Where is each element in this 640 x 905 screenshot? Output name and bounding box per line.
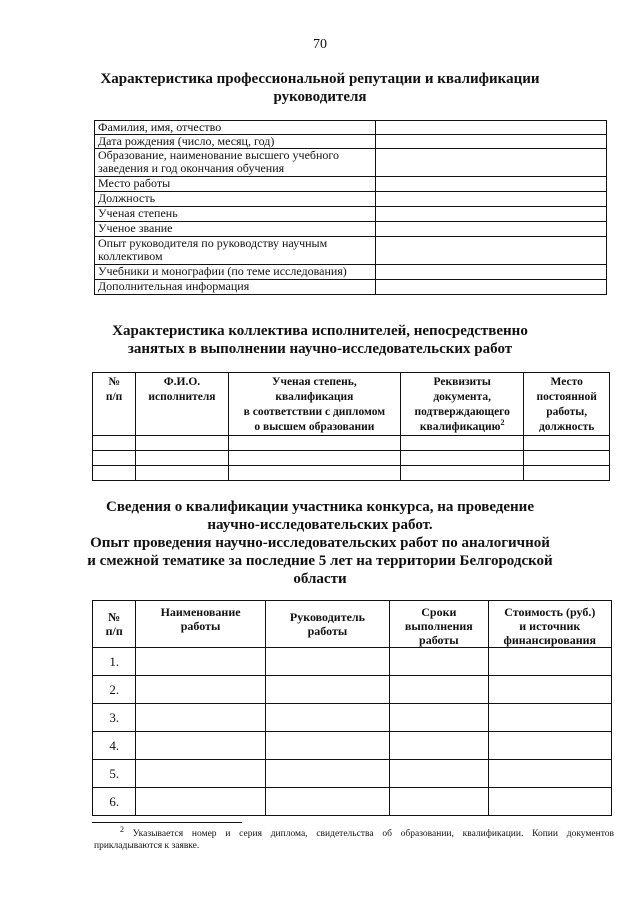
table-row [93, 676, 612, 704]
table-cell [390, 704, 488, 732]
header-line: Руководитель [289, 610, 365, 624]
header-line: выполнения [404, 619, 473, 633]
table-cell [136, 436, 229, 451]
table-row [95, 237, 607, 265]
table-cell [265, 788, 389, 816]
row-number: 5. [93, 760, 136, 788]
section1-title [40, 70, 600, 106]
table-cell [265, 648, 389, 676]
team-table [92, 372, 610, 481]
header-line: Ф.И.О. [163, 376, 201, 388]
table-cell [390, 648, 488, 676]
title-line: научно-исследовательских работ. [207, 517, 433, 533]
table-row [95, 265, 607, 280]
field-value [376, 121, 607, 135]
field-label: Учебники и монографии (по теме исследования) [95, 265, 376, 280]
header-line: № [108, 376, 120, 388]
table-row [93, 732, 612, 760]
footnote-divider [92, 822, 242, 823]
title-line: Сведения о квалификации участника конкурса, на проведение [106, 499, 534, 515]
table-cell [93, 466, 136, 481]
header-line: п/п [105, 624, 123, 638]
table-cell [136, 676, 265, 704]
header-line: о высшем образовании [254, 421, 375, 433]
page-number: 70 [313, 37, 327, 52]
field-label: Дополнительная информация [95, 280, 376, 295]
header-line: работы [180, 619, 221, 633]
title-line: и смежной тематике за последние 5 лет на территории Белгородской [87, 553, 553, 569]
header-line: Наименование [160, 605, 241, 619]
header-line-text: квалификацию [419, 421, 501, 433]
table-cell [488, 760, 611, 788]
table-row [93, 451, 610, 466]
table-cell [390, 732, 488, 760]
row-number: 3. [93, 704, 136, 732]
header-line: Сроки [421, 605, 457, 619]
field-label: Дата рождения (число, месяц, год) [95, 135, 376, 149]
header-line: квалификация [275, 391, 354, 403]
table-cell [265, 732, 389, 760]
header-line: Стоимость (руб.) [504, 605, 596, 619]
footnote-mark: 2 [120, 824, 124, 834]
table-cell [136, 704, 265, 732]
field-label: Ученое звание [95, 222, 376, 237]
field-label: Место работы [95, 177, 376, 192]
table-cell [400, 451, 523, 466]
column-header-name [136, 373, 229, 436]
field-value [376, 222, 607, 237]
table-cell [136, 760, 265, 788]
column-header-workplace [524, 373, 610, 436]
header-line: п/п [105, 391, 123, 403]
field-label: Должность [95, 192, 376, 207]
table-cell [228, 451, 400, 466]
table-row [95, 280, 607, 295]
row-number: 1. [93, 648, 136, 676]
title-line: занятых в выполнении научно-исследовательских работ [127, 341, 513, 357]
field-value [376, 177, 607, 192]
table-cell [524, 436, 610, 451]
field-label: Образование, наименование высшего учебного заведения и год окончания обучения [95, 149, 376, 177]
table-row [93, 704, 612, 732]
table-cell [400, 436, 523, 451]
header-line: исполнителя [148, 391, 216, 403]
field-label: Фамилия, имя, отчество [95, 121, 376, 135]
table-cell [488, 704, 611, 732]
header-line: и источник [519, 619, 581, 633]
column-header-document [400, 373, 523, 436]
footnote-text: Указывается номер и серия диплома, свидетельства об образовании, квалификации. Копии документов прикладываются к заявке. [94, 829, 614, 851]
table-row [95, 135, 607, 149]
field-value [376, 192, 607, 207]
table-cell [265, 704, 389, 732]
table-row [95, 177, 607, 192]
header-line: работы [307, 624, 348, 638]
row-number: 4. [93, 732, 136, 760]
header-line: должность [538, 421, 595, 433]
table-cell [265, 760, 389, 788]
column-header-deadlines [390, 601, 488, 648]
header-line: Место [550, 376, 583, 388]
footnote [94, 824, 614, 852]
table-cell [136, 732, 265, 760]
header-line [402, 420, 522, 435]
table-cell [265, 676, 389, 704]
header-line: работы, [546, 406, 588, 418]
title-line: Опыт проведения научно-исследовательских работ по аналогичной [90, 535, 550, 551]
table-cell [400, 466, 523, 481]
column-header-number [93, 373, 136, 436]
table-header-row [93, 373, 610, 436]
table-cell [524, 466, 610, 481]
table-cell [390, 788, 488, 816]
table-cell [136, 788, 265, 816]
table-row [95, 192, 607, 207]
header-line: Ученая степень, [272, 376, 357, 388]
table-cell [524, 451, 610, 466]
table-row [93, 436, 610, 451]
table-cell [390, 760, 488, 788]
field-value [376, 135, 607, 149]
field-value [376, 207, 607, 222]
table-row [95, 222, 607, 237]
table-cell [488, 732, 611, 760]
field-value [376, 280, 607, 295]
table-cell [488, 788, 611, 816]
column-header-supervisor [265, 601, 389, 648]
section3-title [40, 498, 600, 588]
table-cell [390, 676, 488, 704]
table-row [95, 149, 607, 177]
table-cell [228, 466, 400, 481]
row-number: 2. [93, 676, 136, 704]
table-header-row [93, 601, 612, 648]
column-header-cost [488, 601, 611, 648]
table-cell [136, 466, 229, 481]
header-line: Реквизиты [433, 376, 491, 388]
table-row [95, 207, 607, 222]
field-label: Опыт руководителя по руководству научным коллективом [95, 237, 376, 265]
table-row [93, 466, 610, 481]
table-cell [136, 451, 229, 466]
director-info-table [94, 120, 607, 295]
table-row [93, 760, 612, 788]
header-line: документа, [433, 391, 491, 403]
row-number: 6. [93, 788, 136, 816]
table-cell [136, 648, 265, 676]
field-value [376, 265, 607, 280]
table-cell [93, 436, 136, 451]
title-line: Характеристика коллектива исполнителей, непосредственно [112, 323, 528, 339]
table-cell [228, 436, 400, 451]
footnote-reference: 2 [500, 418, 505, 428]
header-line: подтверждающего [414, 406, 510, 418]
column-header-work-name [136, 601, 265, 648]
field-value [376, 149, 607, 177]
table-row [93, 788, 612, 816]
field-value [376, 237, 607, 265]
table-cell [488, 648, 611, 676]
column-header-degree [228, 373, 400, 436]
section2-title [40, 322, 600, 358]
field-label: Ученая степень [95, 207, 376, 222]
header-line: финансирования [503, 633, 597, 647]
header-line: № [108, 610, 121, 624]
header-line: в соответствии с дипломом [243, 406, 386, 418]
table-cell [488, 676, 611, 704]
experience-table [92, 600, 612, 816]
table-cell [93, 451, 136, 466]
header-line: работы [419, 633, 459, 647]
column-header-number [93, 601, 136, 648]
table-row [95, 121, 607, 135]
title-line: Характеристика профессиональной репутации и квалификации [100, 71, 540, 87]
title-line: области [293, 571, 347, 587]
header-line: постоянной [536, 391, 597, 403]
table-row [93, 648, 612, 676]
title-line: руководителя [273, 89, 367, 105]
